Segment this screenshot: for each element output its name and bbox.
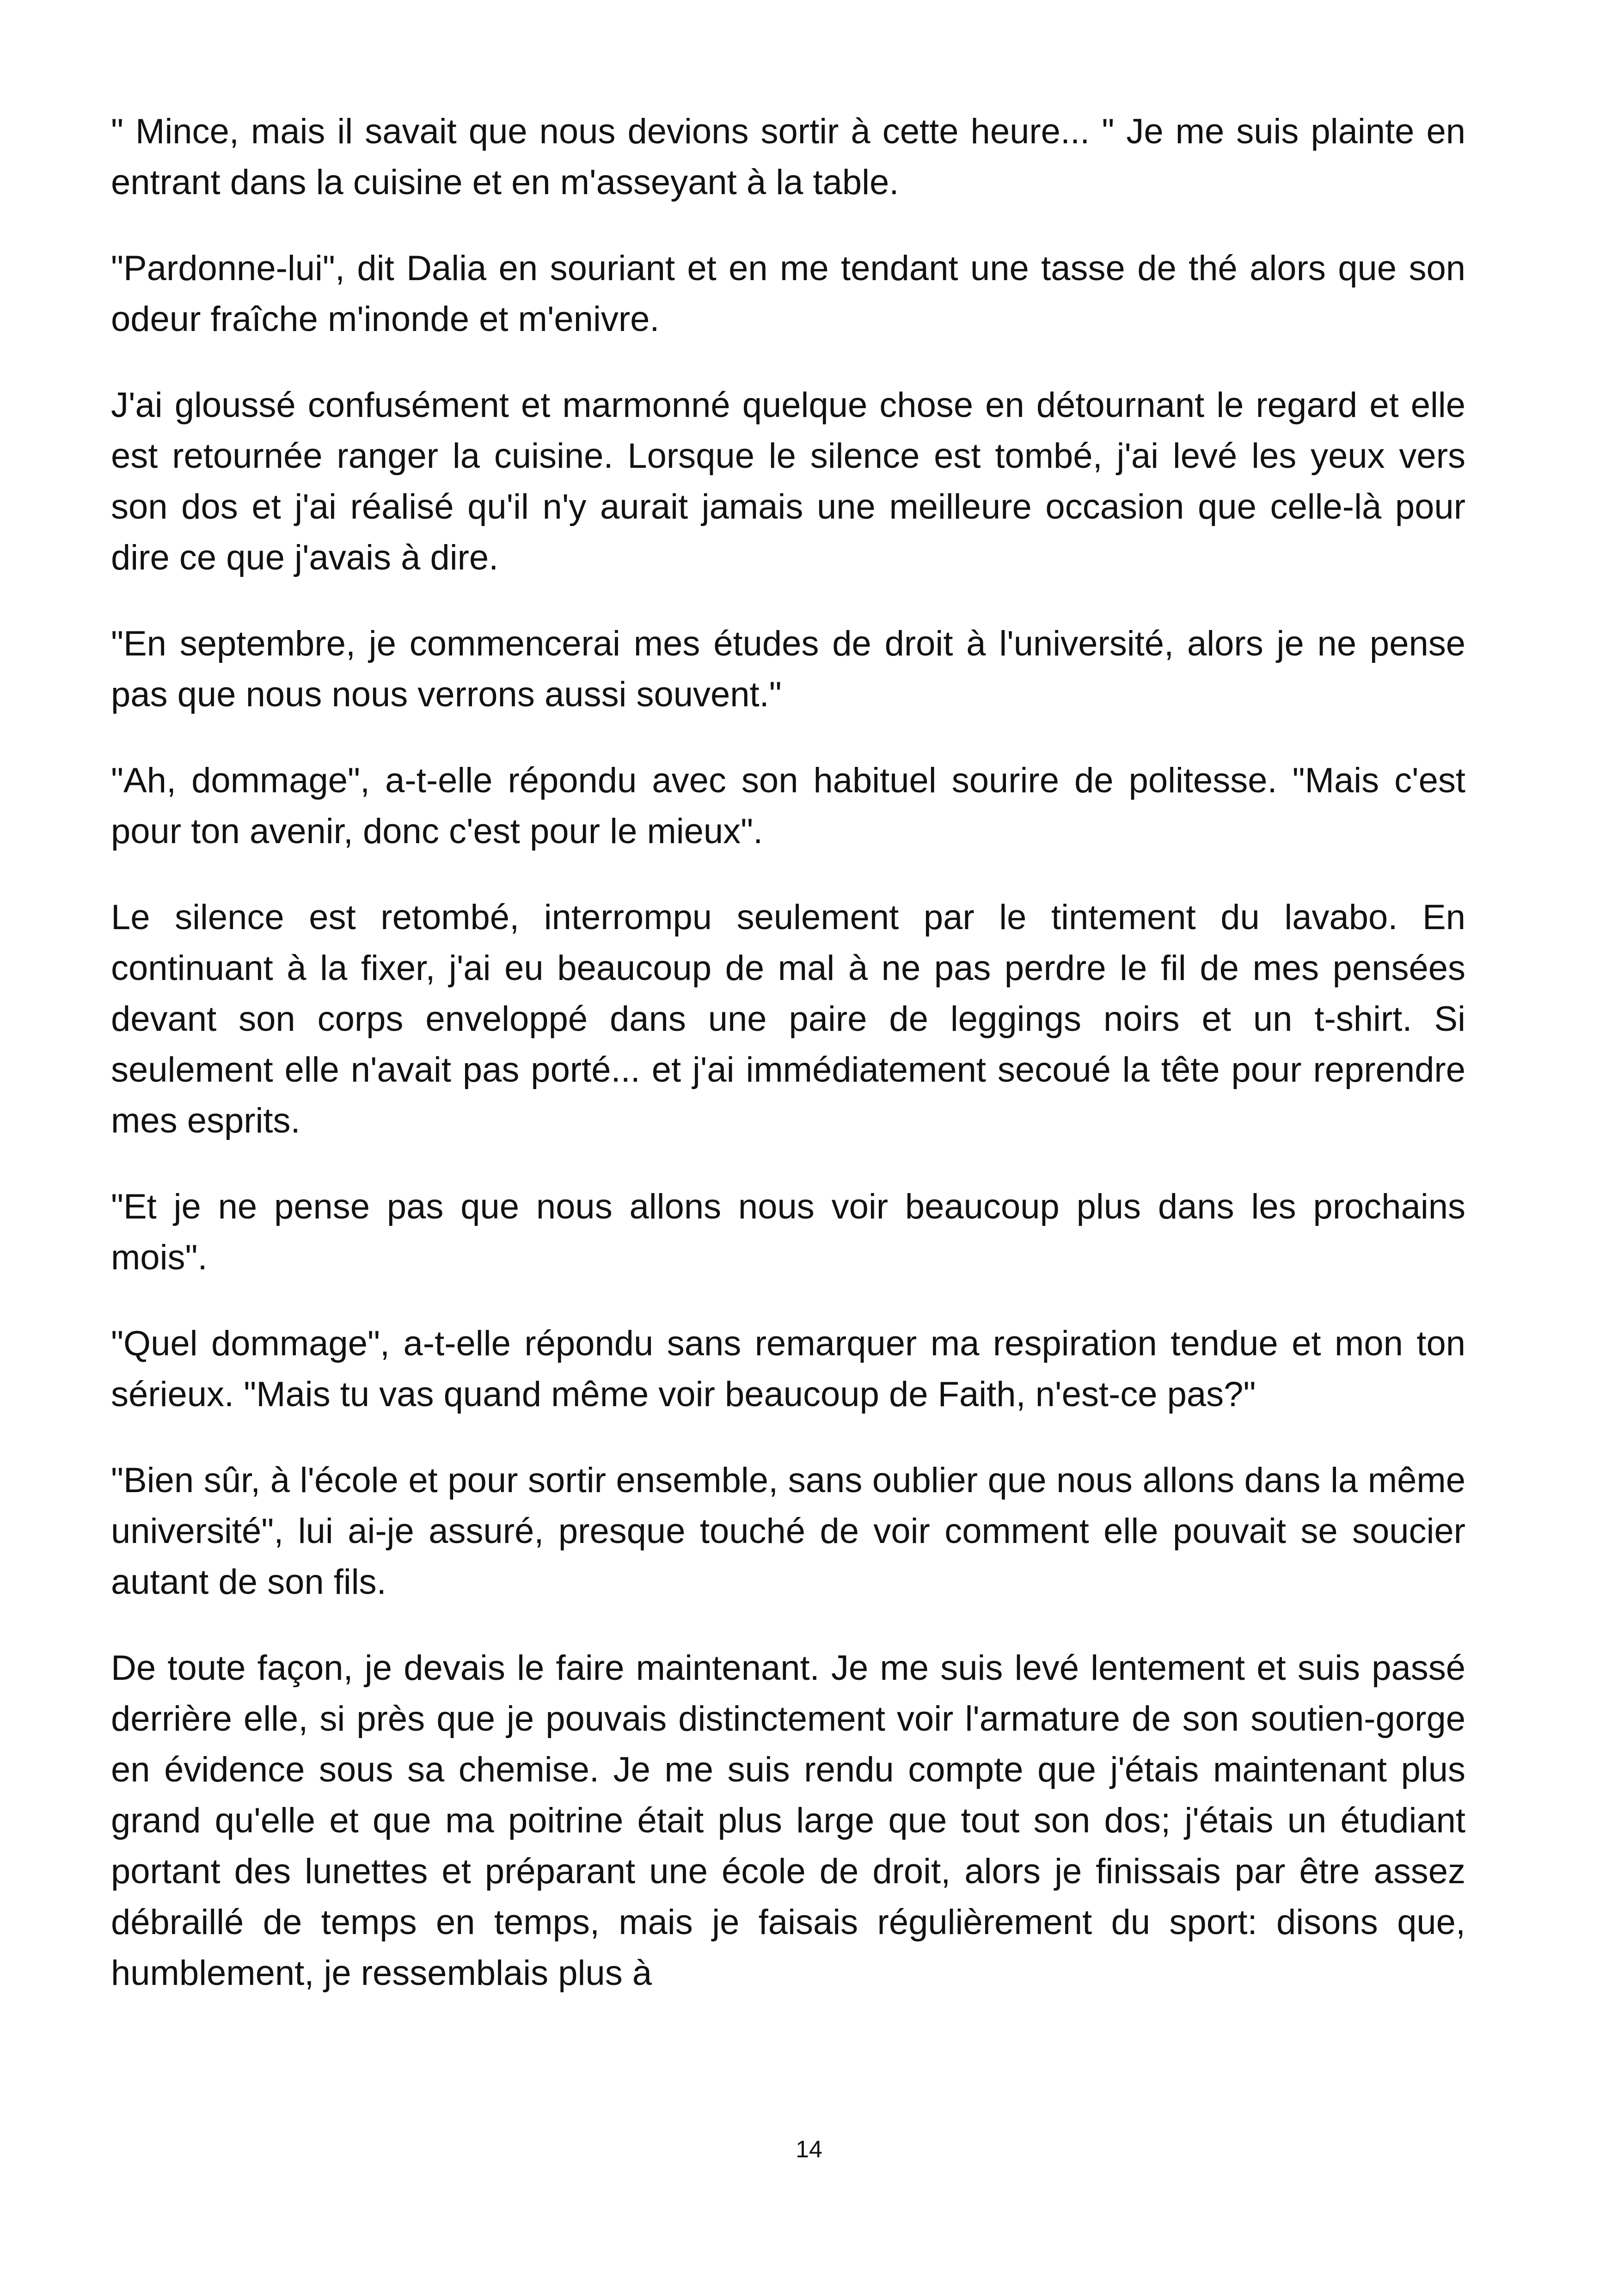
paragraph-1: " Mince, mais il savait que nous devions sortir à cette heure... " Je me suis plainte en entrant dans la cuisine et en m'asseyant à la table. <box>111 112 1465 202</box>
page-number: 14 <box>796 2136 822 2163</box>
paragraph-4: "En septembre, je commencerai mes études de droit à l'université, alors je ne pense pas que nous nous verrons aussi souvent." <box>111 624 1465 714</box>
paragraph-5: "Ah, dommage", a-t-elle répondu avec son habituel sourire de politesse. "Mais c'est pour ton avenir, donc c'est pour le mieux". <box>111 761 1465 851</box>
paragraph-6: Le silence est retombé, interrompu seulement par le tintement du lavabo. En continuant à la fixer, j'ai eu beaucoup de mal à ne pas perdre le fil de mes pensées devant son corps enveloppé dans une paire de leggings noirs et un t-shirt. Si seulement elle n'avait pas porté... et j'ai immédiatement secoué la tête pour reprendre mes esprits. <box>111 898 1465 1140</box>
paragraph-3: J'ai gloussé confusément et marmonné quelque chose en détournant le regard et elle est retournée ranger la cuisine. Lorsque le silence est tombé, j'ai levé les yeux vers son dos et j'ai réalisé qu'il n'y aurait jamais une meilleure occasion que celle-là pour dire ce que j'avais à dire. <box>111 386 1465 577</box>
page-body <box>111 106 1465 2034</box>
paragraph-10: De toute façon, je devais le faire maintenant. Je me suis levé lentement et suis passé derrière elle, si près que je pouvais distinctement voir l'armature de son soutien-gorge en évidence sous sa chemise. Je me suis rendu compte que j'étais maintenant plus grand qu'elle et que ma poitrine était plus large que tout son dos; j'étais un étudiant portant des lunettes et préparant une école de droit, alors je finissais par être assez débraillé de temps en temps, mais je faisais régulièrement du sport: disons que, humblement, je ressemblais plus à <box>111 1648 1465 1993</box>
paragraph-8: "Quel dommage", a-t-elle répondu sans remarquer ma respiration tendue et mon ton sérieux. "Mais tu vas quand même voir beaucoup de Faith, n'est-ce pas?" <box>111 1324 1465 1414</box>
paragraph-2: "Pardonne-lui", dit Dalia en souriant et en me tendant une tasse de thé alors que son odeur fraîche m'inonde et m'enivre. <box>111 249 1465 339</box>
paragraph-7: "Et je ne pense pas que nous allons nous voir beaucoup plus dans les prochains mois". <box>111 1187 1465 1277</box>
paragraph-9: "Bien sûr, à l'école et pour sortir ensemble, sans oublier que nous allons dans la même université", lui ai-je assuré, presque touché de voir comment elle pouvait se soucier autant de son fils. <box>111 1461 1465 1602</box>
